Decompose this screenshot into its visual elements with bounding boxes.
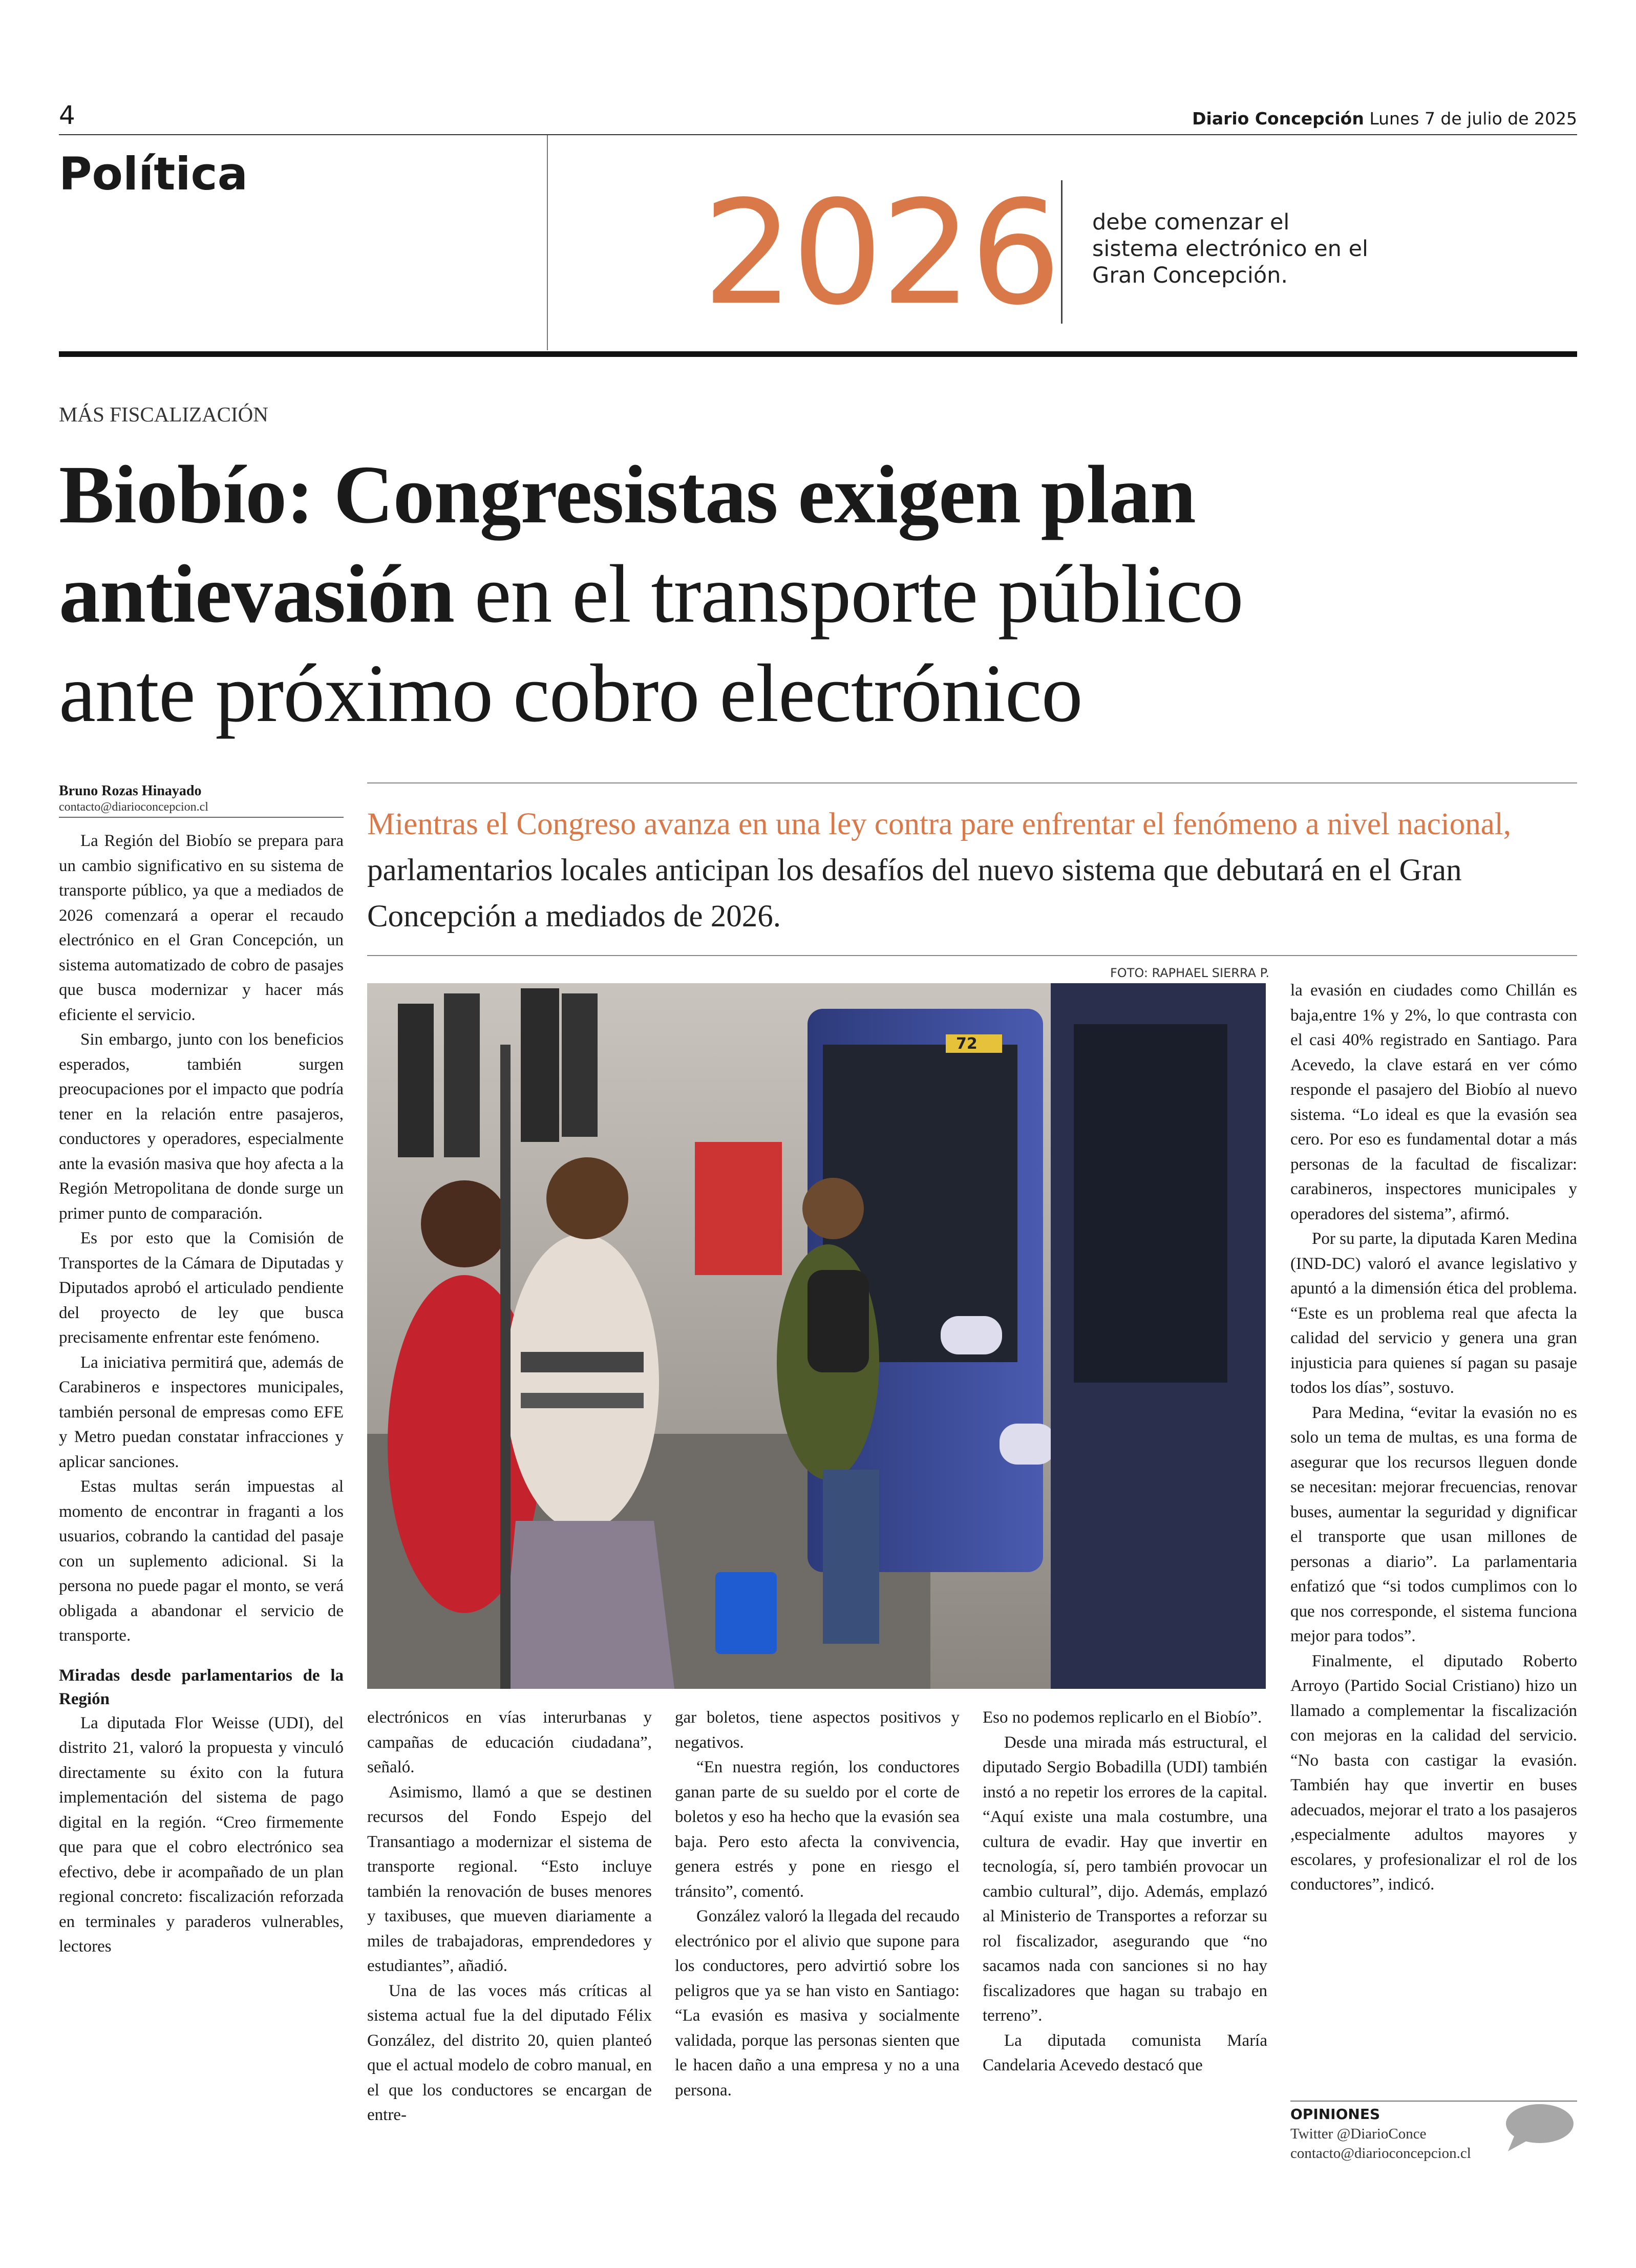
thick-rule (59, 351, 1577, 357)
paragraph: La Región del Biobío se prepara para un cambio significativo en su sistema de transporte público, ya que a mediados de 2026 comenzará a operar el recaudo electrónico en el Gran Concepción, un sistema automatizado de cobro de pasajes que busca modernizar y hacer más eficiente el servicio. (59, 832, 344, 1024)
article-column-5 (1290, 978, 1577, 1897)
paragraph: Para Medina, “evitar la evasión no es solo un tema de multas, es una forma de asegurar que los recursos lleguen donde se necesitan: mejorar frecuencias, renovar buses, aumentar la seguridad y dignificar el transporte que usan millones de personas a diario”. La parlamentaria enfatizó que “si todos cumplimos con lo que nos corresponde, el sistema funciona mejor para todos”. (1290, 1403, 1577, 1645)
paragraph: “En nuestra región, los conductores ganan parte de su sueldo por el corte de boletos y eso ha hecho que la evasión sea baja. Pero esto afecta la convivencia, genera estrés y pone en riesgo el tránsito”, comentó. (675, 1758, 960, 1901)
paragraph: electrónicos en vías interurbanas y campañas de educación ciudadana”, señaló. (367, 1708, 652, 1776)
publication-line (1192, 109, 1577, 129)
paragraph: Una de las voces más críticas al sistema actual fue la del diputado Félix González, del distrito 20, quien planteó que el actual modelo de cobro manual, en el que los conductores se encargan de entre- (367, 1981, 652, 2124)
article-column-2 (367, 1705, 652, 2128)
highlight-caption-line: debe comenzar el (1092, 209, 1290, 235)
paragraph: Sin embargo, junto con los beneficios esperados, también surgen preocupaciones por el impacto que podría tener en la relación entre pasajeros, conductores y operadores, especialmente ante la evasión masiva que hoy afecta a la Región Metropolitana de donde surge un primer punto de comparación. (59, 1030, 344, 1223)
paragraph: Es por esto que la Comisión de Transportes de la Cámara de Diputadas y Diputados aprobó el articulado pendiente del proyecto de ley que busca precisamente enfrentar este fenómeno. (59, 1229, 344, 1347)
subheading: Miradas desde parlamentarios de la Región (59, 1666, 344, 1708)
byline (59, 782, 344, 814)
paragraph: González valoró la llegada del recaudo electrónico por el alivio que supone para los conductores, pero advirtió sobre los peligros que ya se han visto en Santiago: “La evasión es masiva y socialmente validada, porque las personas sienten que le hacen daño a una empresa y no a una persona. (675, 1907, 960, 2100)
highlight-divider (1061, 180, 1063, 324)
header-vertical-divider (547, 135, 548, 350)
byline-rule (59, 817, 344, 818)
paragraph: Eso no podemos replicarlo en el Biobío”. (983, 1708, 1262, 1727)
lead-top-rule (367, 782, 1577, 783)
highlight-caption (1092, 209, 1368, 289)
lead-accent: Mientras el Congreso avanza en una ley contra pare enfrentar el fenómeno a nivel nacional, (367, 807, 1511, 841)
author-name: Bruno Rozas Hinayado (59, 783, 202, 799)
highlight-caption-line: Gran Concepción. (1092, 263, 1288, 288)
publication-date: Lunes 7 de julio de 2025 (1369, 109, 1577, 129)
lead-rest: parlamentarios locales anticipan los desafíos del nuevo sistema que debutará en el Gran Concepción a mediados de 2026. (367, 853, 1462, 934)
section-title: Política (59, 147, 248, 200)
bus-stop-photo (367, 983, 1266, 1689)
photo-credit: FOTO: RAPHAEL SIERRA P. (1110, 966, 1270, 980)
author-email: contacto@diarioconcepcion.cl (59, 800, 208, 814)
paragraph: Desde una mirada más estructural, el diputado Sergio Bobadilla (UDI) también instó a no repetir los errores de la capital. “Aquí existe una mala costumbre, una cultura de evadir. Hay que invertir en tecnología, sí, pero también provocar un cambio cultural”, dijo. Además, emplazó al Ministerio de Transportes a reforzar su rol fiscalizador, asegurando que “no sacamos nada con sanciones si no hay fiscalizadores que hagan su trabajo en terreno”. (983, 1733, 1267, 2025)
speech-bubble-icon (1503, 2102, 1575, 2153)
opinions-rule (1290, 2101, 1577, 2102)
paragraph: La iniciativa permitirá que, además de Carabineros e inspectores municipales, también personal de empresas como EFE y Metro puedan constatar infracciones y aplicar sanciones. (59, 1353, 344, 1471)
paragraph: Estas multas serán impuestas al momento de encontrar in fraganti a los usuarios, cobrando la cantidad del pasaje con un suplemento adicional. Si la persona no puede pagar el monto, se verá obligada a abandonar el servicio de transporte. (59, 1477, 344, 1645)
header-rule (59, 134, 1577, 135)
highlight-caption-line: sistema electrónico en el (1092, 236, 1368, 262)
headline-line-2: antievasión en el transporte público (59, 548, 1243, 640)
publication-name: Diario Concepción (1192, 109, 1364, 129)
paragraph: Finalmente, el diputado Roberto Arroyo (Partido Social Cristiano) hizo un llamado a complementar la fiscalización con mejoras en la calidad del servicio. “No basta con castigar la evasión. También hay que invertir en buses adecuados, mejorar el trato a los pasajeros ,especialmente adultos mayores y escolares, y profesionalizar el rol de los conductores”, indicó. (1290, 1651, 1577, 1894)
svg-text:72: 72 (956, 1035, 978, 1053)
highlight-number: 2026 (703, 170, 1059, 337)
headline-line-3: ante próximo cobro electrónico (59, 648, 1082, 739)
headline-line-1: Biobío: Congresistas exigen plan (59, 449, 1196, 541)
paragraph: La diputada Flor Weisse (UDI), del distrito 21, valoró la propuesta y vinculó directamente su éxito con la futura implementación del sistema de pago digital en la región. “Creo firmemente que para que el cobro electrónico sea efectivo, debe ir acompañado de un plan regional concreto: fiscalización reforzada en terminales y paraderos vulnerables, lectores (59, 1713, 344, 1956)
page-number: 4 (59, 100, 75, 130)
paragraph: Asimismo, llamó a que se destinen recursos del Fondo Espejo del Transantiago a modernizar el sistema de transporte regional. “Esto incluye también la renovación de buses menores y taxibuses, que mueven diariamente a miles de trabajadoras, emprendedores y estudiantes”, añadió. (367, 1783, 652, 1975)
contact-email[interactable]: contacto@diarioconcepcion.cl (1290, 2145, 1471, 2161)
paragraph: la evasión en ciudades como Chillán es baja,entre 1% y 2%, lo que contrasta con el casi 40% registrado en Santiago. Para Acevedo, la clave estará en ver cómo responde el pasajero del Biobío al nuevo sistema. “Lo ideal es que la evasión sea cero. Por eso es fundamental dotar a más personas de la facultad de fiscalizar: carabineros, inspectores municipales y operadores del sistema”, afirmó. (1290, 981, 1577, 1223)
lead-bottom-rule (367, 955, 1577, 956)
opinions-label: OPINIONES (1290, 2106, 1380, 2123)
headline (59, 446, 1575, 744)
article-column-4 (983, 1705, 1267, 2078)
paragraph: La diputada comunista María Candelaria Acevedo destacó que (983, 2031, 1267, 2074)
twitter-handle[interactable]: Twitter @DiarioConce (1290, 2126, 1427, 2142)
article-column-1 (59, 829, 344, 1959)
paragraph: gar boletos, tiene aspectos positivos y negativos. (675, 1708, 960, 1752)
lead-paragraph (367, 801, 1555, 940)
kicker: MÁS FISCALIZACIÓN (59, 402, 268, 426)
article-column-3 (675, 1705, 960, 2103)
paragraph: Por su parte, la diputada Karen Medina (IND-DC) valoró el avance legislativo y apuntó a la dimensión ética del problema. “Este es un problema real que afecta la calidad del servicio y genera una gran injusticia para quienes sí pagan su pasaje todos los días”, sostuvo. (1290, 1230, 1577, 1397)
